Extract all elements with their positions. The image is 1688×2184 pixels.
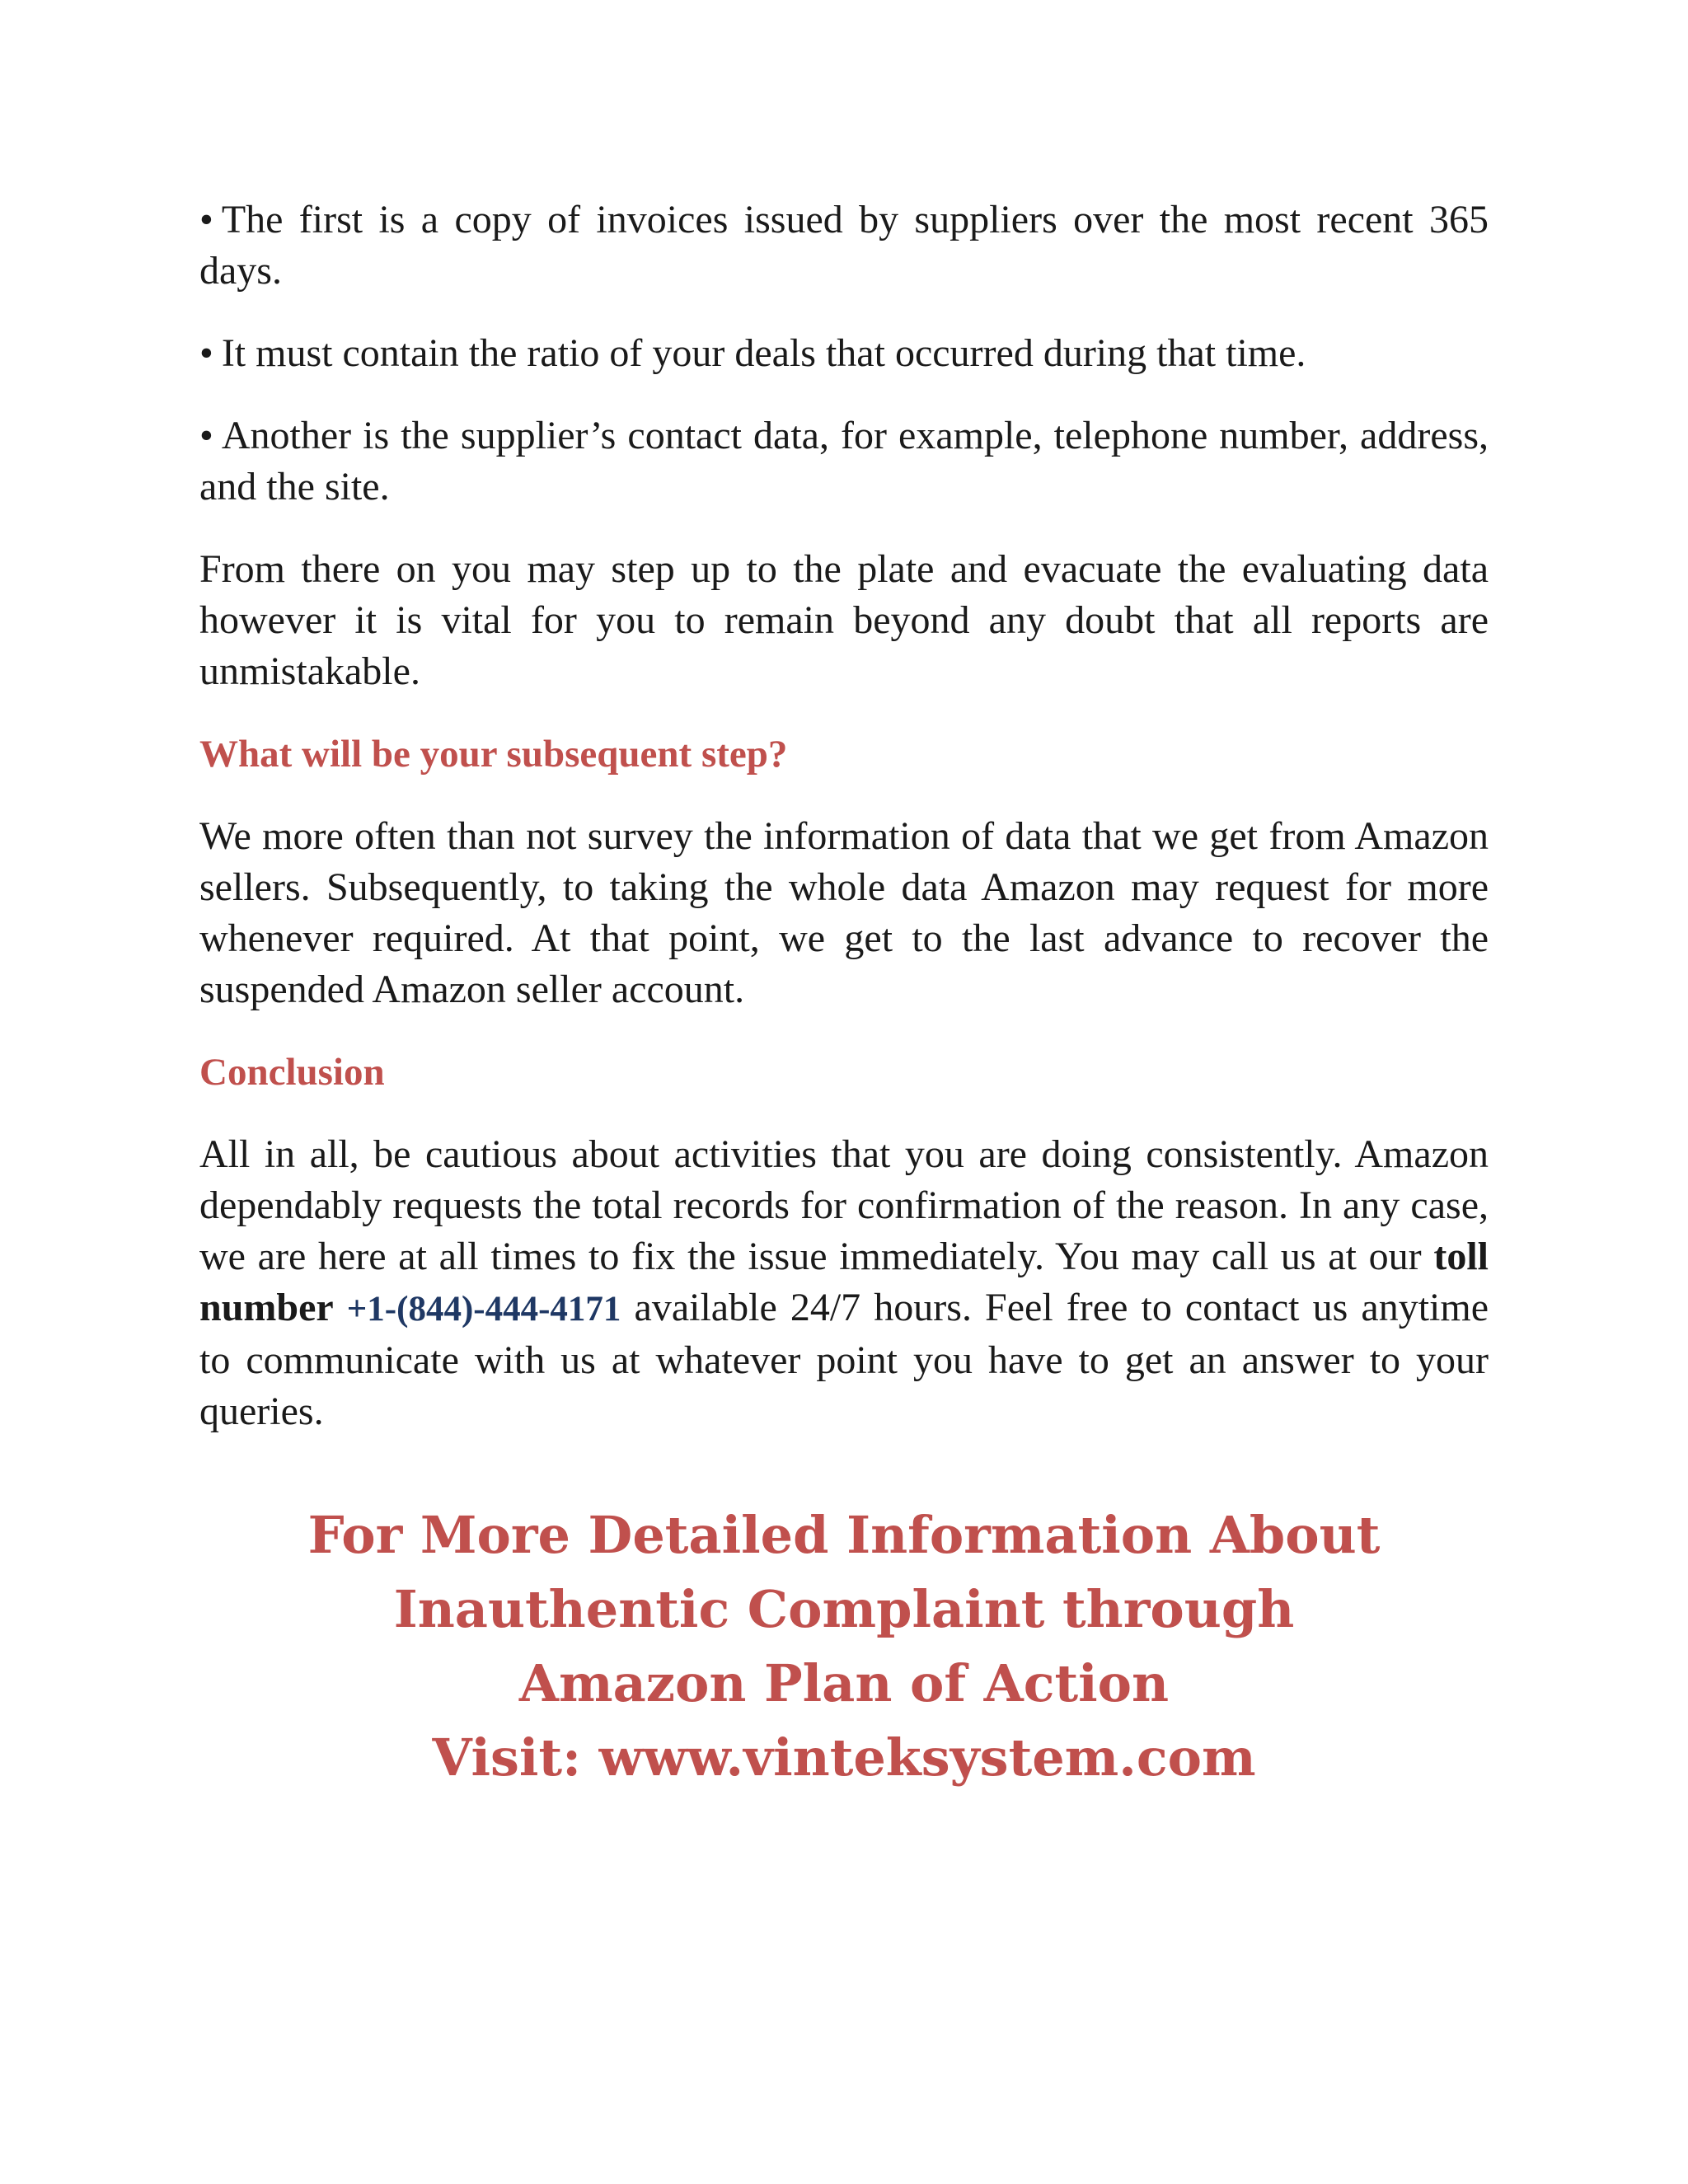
bullet-text: The first is a copy of invoices issued by suppliers over the most recent 365 days. bbox=[199, 198, 1489, 293]
cta-line-2: Inauthentic Complaint through bbox=[393, 1579, 1295, 1639]
heading-subsequent-step: What will be your subsequent step? bbox=[199, 733, 788, 776]
paragraph-subsequent-step: We more often than not survey the information of data that we get from Amazon sellers. Subsequently, to taking the whole data Amazon may request for more whenever required. At that point, we get to the last advance to recover the suspended Amazon seller account. bbox=[199, 814, 1489, 1011]
cta-visit-link[interactable]: Visit: www.vinteksystem.com bbox=[432, 1727, 1256, 1788]
conclusion-text-after: available 24/7 hours. Feel free to contact us anytime to communicate with us at whatever point you have to get an answer to your queries. bbox=[199, 1286, 1489, 1433]
document-page bbox=[199, 194, 1489, 1469]
conclusion-text-before: All in all, be cautious about activities that you are doing consistently. Amazon dependably requests the total records for confirmation of the reason. In any case, we are here at all times to fix the issue immediately. You may call us at our bbox=[199, 1132, 1489, 1278]
bullet-mark: • bbox=[199, 414, 213, 457]
bullet-text: Another is the supplier’s contact data, for example, telephone number, address, and the site. bbox=[199, 414, 1489, 509]
cta-line-3: Amazon Plan of Action bbox=[518, 1653, 1170, 1713]
paragraph-conclusion bbox=[199, 1129, 1489, 1437]
bullet-text: It must contain the ratio of your deals that occurred during that time. bbox=[221, 331, 1306, 375]
bullet-invoices bbox=[199, 194, 1489, 297]
toll-number-label: toll number bbox=[199, 1235, 1489, 1329]
heading-conclusion: Conclusion bbox=[199, 1051, 385, 1094]
bullet-supplier-contact bbox=[199, 410, 1489, 513]
paragraph-evaluating: From there on you may step up to the plate and evacuate the evaluating data however it is vital for you to remain beyond any doubt that all reports are unmistakable. bbox=[199, 547, 1489, 693]
call-to-action bbox=[0, 1498, 1688, 1795]
phone-number[interactable]: +1-(844)-444-4171 bbox=[346, 1290, 621, 1329]
cta-line-1: For More Detailed Information About bbox=[307, 1505, 1381, 1565]
bullet-mark: • bbox=[199, 198, 213, 241]
bullet-ratio bbox=[199, 328, 1489, 379]
bullet-mark: • bbox=[199, 331, 213, 375]
